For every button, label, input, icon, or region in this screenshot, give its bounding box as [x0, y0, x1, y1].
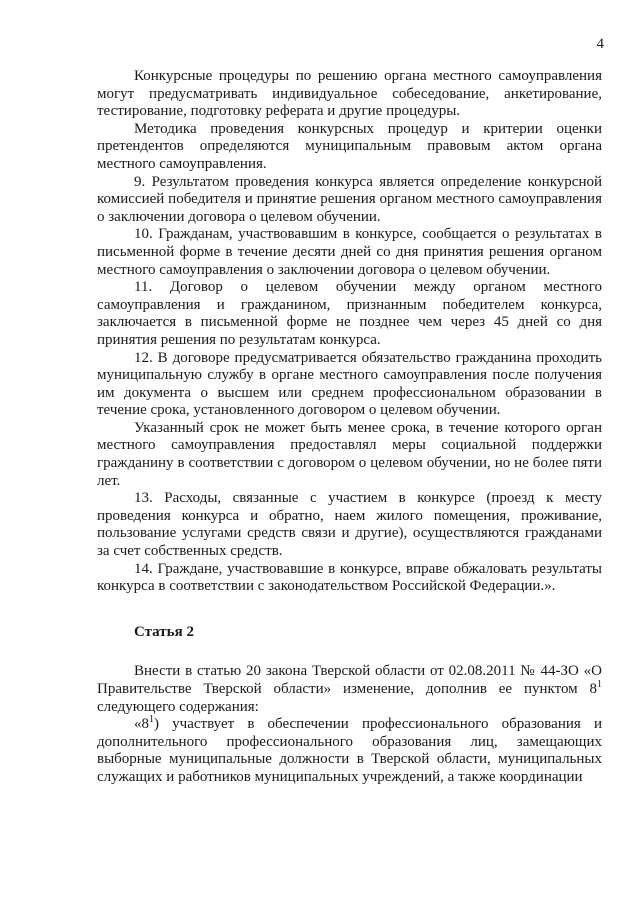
paragraph: Указанный срок не может быть менее срока, в течение которого орган местного самоуправления предоставлял меры социальной поддержки гражданину в соответствии с договором о целевом обучении, но не более пяти лет.	[97, 419, 602, 489]
item-superscript: 1	[149, 714, 154, 726]
paragraph: Методика проведения конкурсных процедур и критерии оценки претендентов определяются муниципальным правовым актом органа местного самоуправления.	[97, 120, 602, 172]
amendment-superscript: 1	[597, 679, 602, 690]
document-body	[97, 68, 602, 787]
paragraph: 13. Расходы, связанные с участием в конкурсе (проезд к месту проведения конкурса и обратно, наем жилого помещения, проживание, пользование услугами средств связи и другие), осуществляются гражданами за счет собственных средств.	[97, 490, 602, 560]
amendment-tail: следующего содержания:	[97, 698, 259, 715]
paragraph: 12. В договоре предусматривается обязательство гражданина проходить муниципальную службу в органе местного самоуправления после получения им документа о высшем или среднем профессиональном образовании в течение срока, установленного договором о целевом обучении.	[97, 349, 602, 419]
item-open: «8	[134, 716, 149, 733]
paragraph: 14. Граждане, участвовавшие в конкурсе, вправе обжаловать результаты конкурса в соответствии с законодательством Российской Федерации.».	[97, 560, 602, 595]
amendment-item	[97, 716, 602, 786]
paragraph: 9. Результатом проведения конкурса является определение конкурсной комиссией победителя и принятие решения органом местного самоуправления о заключении договора о целевом обучении.	[97, 173, 602, 225]
paragraph: Конкурсные процедуры по решению органа местного самоуправления могут предусматривать индивидуальное собеседование, анкетирование, тестирование, подготовку реферата и другие процедуры.	[97, 68, 602, 120]
article-heading: Статья 2	[134, 623, 194, 640]
paragraph: 10. Гражданам, участвовавшим в конкурсе, сообщается о результатах в письменной форме в течение десяти дней со дня принятия решения органом местного самоуправления о заключении договора о целевом обучении.	[97, 226, 602, 278]
amendment-paragraph	[97, 663, 602, 716]
amendment-text: Внести в статью 20 закона Тверской области от 02.08.2011 № 44-ЗО «О Правительстве Тверской области» изменение, дополнив ее пунктом 8	[97, 663, 602, 697]
page-number: 4	[596, 36, 604, 52]
item-text: ) участвует в обеспечении профессионального образования и дополнительного профессионального образования лиц, замещающих выборные муниципальные должности в Тверской области, муниципальных служащих и работников муниципальных учреждений, а также координации	[97, 716, 602, 785]
paragraph: 11. Договор о целевом обучении между органом местного самоуправления и гражданином, признанным победителем конкурса, заключается в письменной форме не позднее чем через 45 дней со дня принятия решения по результатам конкурса.	[97, 279, 602, 348]
